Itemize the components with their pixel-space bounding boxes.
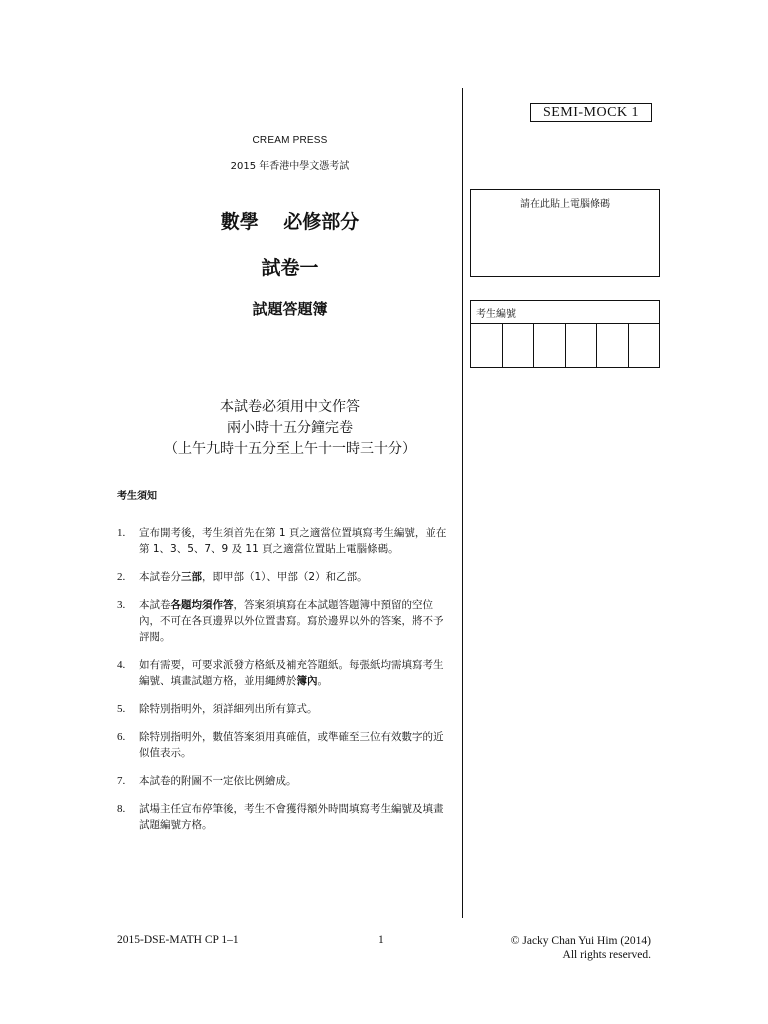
candidate-number-cells: [471, 324, 659, 367]
instructions-heading: 考生須知: [117, 491, 157, 502]
instruction-number: 3.: [117, 599, 126, 611]
instruction-emphasis: 三部: [181, 571, 202, 583]
candidate-number-cell[interactable]: [597, 324, 629, 367]
instruction-item: [117, 801, 452, 833]
subject-title: 數學 必修部分: [220, 211, 360, 233]
instruction-text: [139, 657, 452, 689]
candidate-number-label: 考生編號: [476, 309, 516, 320]
instruction-fragment: 。: [317, 675, 328, 687]
copyright-text: © Jacky Chan Yui Him (2014): [510, 935, 651, 947]
instruction-text: [139, 729, 452, 761]
exam-year-title: 2015 年香港中學文憑考試: [230, 161, 350, 172]
candidate-number-cell[interactable]: [503, 324, 535, 367]
instruction-emphasis: 簿內: [296, 675, 318, 687]
candidate-number-cell[interactable]: [629, 324, 660, 367]
rights-text: All rights reserved.: [562, 949, 651, 961]
instruction-fragment: ，答案須填寫在本試題答題簿中預留的空位內，不可在各頁邊界以外位置書寫。寫於邊界以外的答案，將不予評閱。: [139, 599, 444, 643]
instruction-number: 6.: [117, 731, 126, 743]
instruction-number: 4.: [117, 659, 126, 671]
candidate-number-cell[interactable]: [471, 324, 503, 367]
instruction-number: 8.: [117, 803, 126, 815]
exam-time: （上午九時十五分至上午十一時三十分）: [164, 441, 416, 457]
footer-paper-code: 2015-DSE-MATH CP 1–1: [117, 934, 239, 946]
booklet-title: 試題答題簿: [252, 300, 328, 318]
footer-copyright: [511, 934, 651, 962]
semi-mock-label: SEMI-MOCK 1: [530, 103, 652, 122]
instruction-number: 2.: [117, 571, 126, 583]
instruction-text: [139, 525, 452, 557]
candidate-number-cell[interactable]: [534, 324, 566, 367]
candidate-number-cell[interactable]: [566, 324, 598, 367]
instruction-fragment: 除特別指明外，數值答案須用真確值，或準確至三位有效數字的近似值表示。: [139, 731, 444, 759]
instruction-item: [117, 657, 452, 689]
instruction-item: [117, 701, 452, 717]
instruction-item: [117, 569, 452, 585]
candidate-number-box: [470, 300, 660, 368]
footer-page-number: 1: [378, 934, 384, 946]
publisher-name: CREAM PRESS: [252, 135, 328, 146]
exam-duration: 兩小時十五分鐘完卷: [227, 420, 353, 436]
instruction-fragment: ，即甲部（1）、甲部（2）和乙部。: [202, 571, 368, 583]
instruction-fragment: 除特別指明外，須詳細列出所有算式。: [139, 703, 318, 715]
exam-info: [130, 397, 450, 460]
instruction-text: [139, 773, 452, 789]
instruction-item: [117, 597, 452, 645]
instruction-text: [139, 569, 452, 585]
instruction-fragment: 宣布開考後，考生須首先在第 1 頁之適當位置填寫考生編號，並在第 1、3、5、7、9 及 11 頁之適當位置貼上電腦條碼。: [139, 527, 447, 555]
instruction-fragment: 試場主任宣布停筆後，考生不會獲得額外時間填寫考生編號及填畫試題編號方格。: [139, 803, 444, 831]
instruction-item: [117, 525, 452, 557]
instruction-number: 5.: [117, 703, 126, 715]
instruction-number: 7.: [117, 775, 126, 787]
instruction-item: [117, 773, 452, 789]
barcode-label: 請在此貼上電腦條碼: [520, 199, 610, 210]
instructions-list: [117, 525, 452, 845]
margin-divider: [462, 88, 463, 918]
instruction-item: [117, 729, 452, 761]
language-note: 本試卷必須用中文作答: [220, 399, 360, 415]
instruction-number: 1.: [117, 527, 126, 539]
barcode-box: [470, 189, 660, 277]
instruction-text: [139, 801, 452, 833]
instruction-fragment: 本試卷分: [139, 571, 181, 583]
instruction-fragment: 本試卷: [139, 599, 171, 611]
instruction-text: [139, 597, 452, 645]
paper-title: 試卷一: [261, 257, 319, 279]
instruction-fragment: 本試卷的附圖不一定依比例繪成。: [139, 775, 297, 787]
instruction-emphasis: 各題均須作答: [170, 599, 234, 611]
instruction-fragment: 如有需要，可要求派發方格紙及補充答題紙。每張紙均需填寫考生編號、填畫試題方格，並用繩縛於: [139, 659, 444, 687]
instruction-text: [139, 701, 452, 717]
